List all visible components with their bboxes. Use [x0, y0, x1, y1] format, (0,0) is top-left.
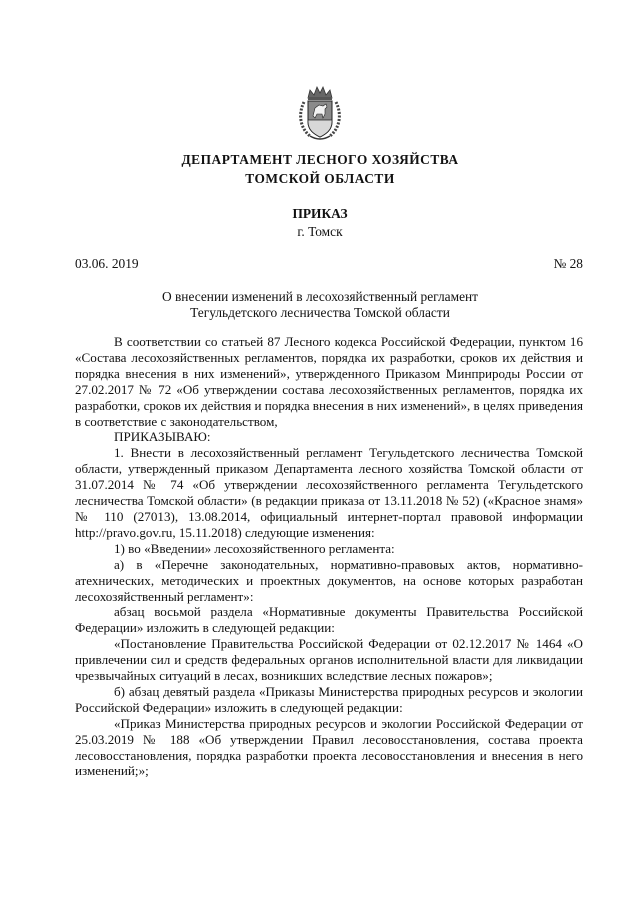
- order-number: № 28: [553, 256, 583, 271]
- paragraph-order-word: ПРИКАЗЫВАЮ:: [114, 429, 211, 445]
- paragraph-quote-188: «Приказ Министерства природных ресурсов и экологии Российской Федерации от 25.03.2019 № 188 «Об утверждении Правил лесовосстановления, состава проекта лесовосстановления, порядка разработки проекта лесовосстановления и внесения в него изменений;»;: [75, 715, 583, 779]
- department-name-line2: ТОМСКОЙ ОБЛАСТИ: [245, 171, 395, 186]
- paragraph-item-1: 1. Внести в лесохозяйственный регламент Тегульдетского лесничества Томской области, утвержденный приказом Департамента лесного хозяйства Томской области от 31.07.2014 № 74 «Об утверждении лесохозяйственного регламента Тегульдетского лесничества Томской области» (в редакции приказа от 13.11.2018 № 52) («Красное знамя» № 110 (27013), 13.08.2014, официальный интернет-портал правовой информации http://pravo.gov.ru, 15.11.2018) следующие изменения:: [75, 445, 583, 540]
- coat-of-arms-emblem: [296, 84, 344, 142]
- city: г. Томск: [297, 224, 343, 239]
- document-type: ПРИКАЗ: [292, 206, 348, 221]
- date-number-row: [75, 256, 583, 272]
- paragraph-subitem-b: б) абзац девятый раздела «Приказы Министерства природных ресурсов и экологии Российской Федерации» изложить в следующей редакции:: [75, 683, 583, 715]
- order-title-line1: О внесении изменений в лесохозяйственный регламент: [161, 289, 479, 304]
- paragraph-abzac-8: абзац восьмой раздела «Нормативные документы Правительства Российской Федерации» изложить в следующей редакции:: [75, 604, 583, 636]
- paragraph-preamble: В соответствии со статьей 87 Лесного кодекса Российской Федерации, пунктом 16 «Состава лесохозяйственных регламентов, порядка их разработки, сроков их действия и порядка внесения в них изменений», утвержденного Приказом Минприроды России от 27.02.2017 № 72 «Об утверждении состава лесохозяйственных регламентов, порядка их разработки, сроков их действия и порядка внесения в них изменений», в целях приведения в соответствие с законодательством,: [75, 334, 584, 429]
- order-date: 03.06. 2019: [75, 256, 139, 271]
- paragraph-quote-1464: «Постановление Правительства Российской Федерации от 02.12.2017 № 1464 «О привлечении сил и средств федеральных органов исполнительной власти для ликвидации чрезвычайных ситуаций в лесах, возникших вследствие лесных пожаров»;: [75, 636, 583, 684]
- paragraph-subitem-1: 1) во «Введении» лесохозяйственного регламента:: [114, 540, 395, 556]
- order-title-line2: Тегульдетского лесничества Томской области: [190, 305, 450, 320]
- order-body: [75, 334, 583, 779]
- department-name-line1: ДЕПАРТАМЕНТ ЛЕСНОГО ХОЗЯЙСТВА: [181, 152, 459, 167]
- paragraph-subitem-a: а) в «Перечне законодательных, нормативно-правовых актов, нормативно-атехнических, методических и проектных документов, на основе которых разработан лесохозяйственный регламент»:: [75, 556, 583, 604]
